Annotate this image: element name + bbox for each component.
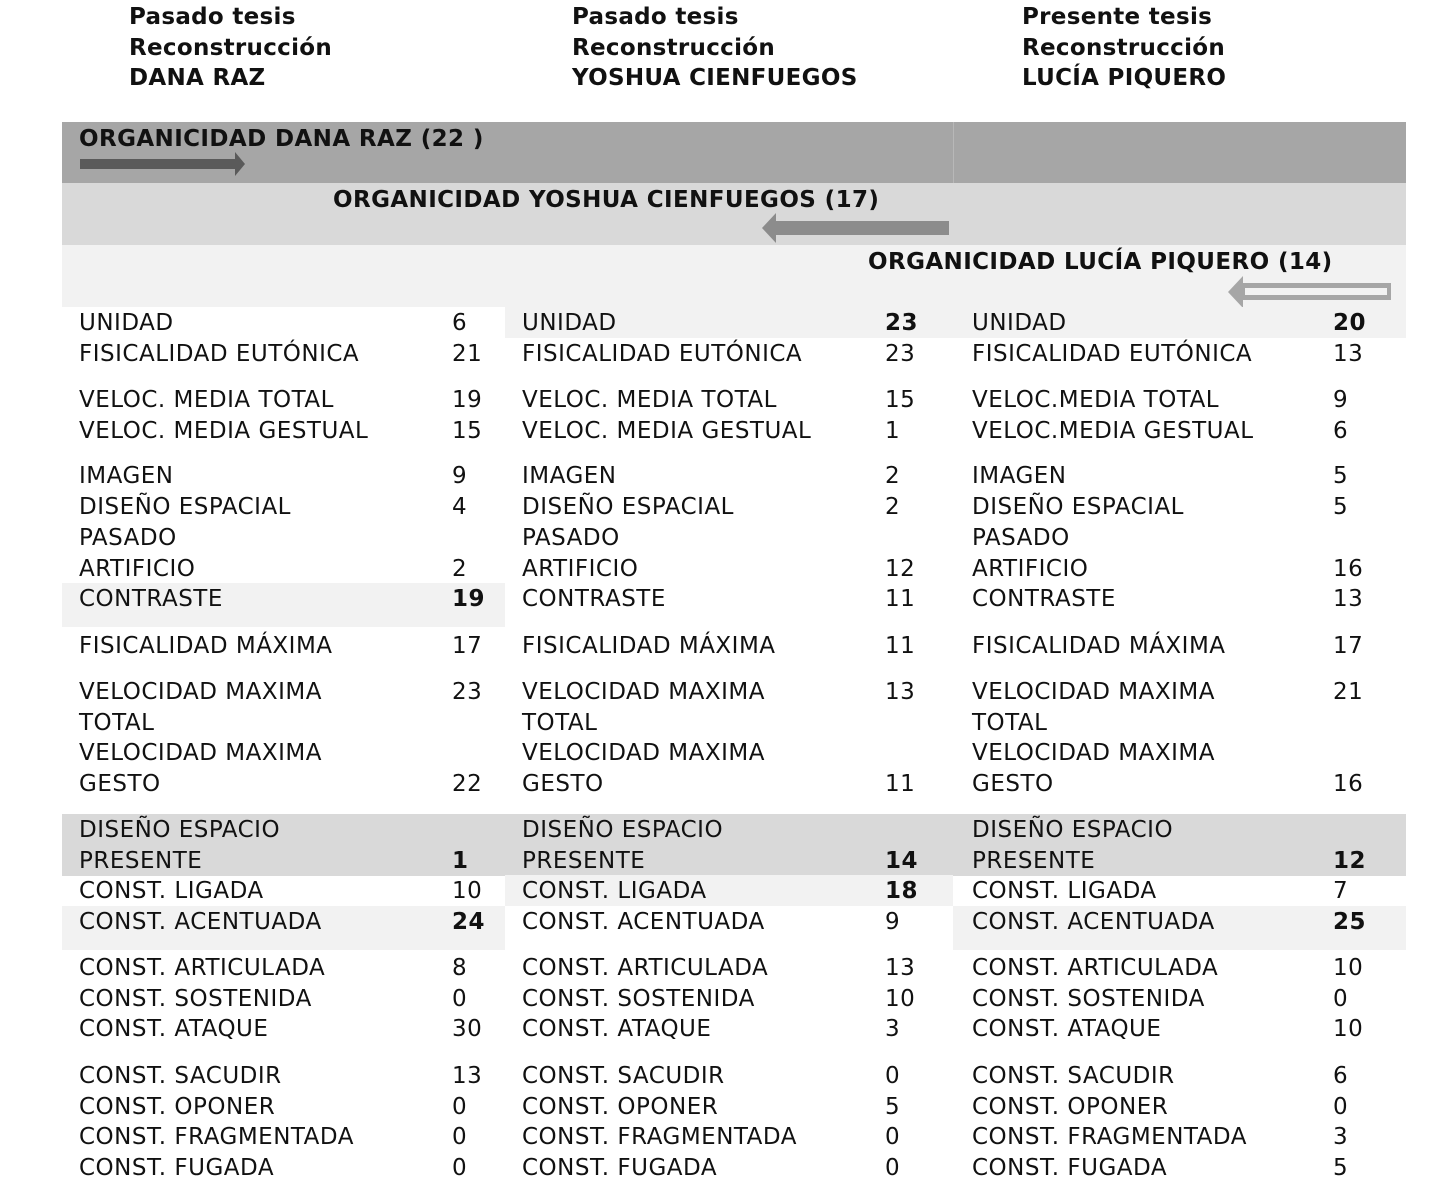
header-line-1: Presente tesis [1022,4,1213,30]
row-value: 10 [1333,1016,1364,1042]
row-value: 1 [452,848,469,874]
row-label: CONST. FRAGMENTADA [522,1124,797,1150]
row-label: UNIDAD [522,310,617,336]
row-label: CONST. FUGADA [79,1155,275,1181]
row-value: 13 [1333,341,1364,367]
row-label: CONST. FRAGMENTADA [79,1124,354,1150]
row-value: 0 [452,1155,468,1181]
row-label: VELOCIDAD MAXIMA [972,740,1215,766]
row-label: FISICALIDAD MÁXIMA [79,633,333,659]
row-label: UNIDAD [79,310,174,336]
row-value: 1 [885,418,901,444]
row-value: 4 [452,494,468,520]
row-label: CONST. SACUDIR [79,1063,282,1089]
row-label: FISICALIDAD MÁXIMA [522,633,776,659]
row-label: CONST. OPONER [522,1094,719,1120]
row-label: DISEÑO ESPACIO [522,817,724,843]
row-value: 24 [452,909,486,935]
row-value: 5 [1333,463,1349,489]
row-label: DISEÑO ESPACIAL [972,494,1184,520]
row-label: CONST. SACUDIR [972,1063,1175,1089]
row-value: 18 [885,878,919,904]
row-label: CONST. FRAGMENTADA [972,1124,1247,1150]
row-label: VELOCIDAD MAXIMA [79,679,322,705]
row-label: CONST. SOSTENIDA [79,986,312,1012]
row-label: PASADO [79,525,177,551]
row-value: 8 [452,955,468,981]
header-line-1: Pasado tesis [129,4,296,30]
row-label: CONST. ARTICULADA [522,955,769,981]
row-value: 11 [885,633,916,659]
row-label: GESTO [79,771,161,797]
row-label: GESTO [522,771,604,797]
row-label: CONST. ARTICULADA [972,955,1219,981]
row-label: DISEÑO ESPACIO [972,817,1174,843]
header-line-2: Reconstrucción [1022,34,1226,61]
row-value: 7 [1333,878,1349,904]
row-label: PASADO [522,525,620,551]
row-label: CONST. SOSTENIDA [522,986,755,1012]
row-value: 0 [452,1094,468,1120]
header-line-3: LUCÍA PIQUERO [1022,65,1227,91]
row-value: 0 [885,1155,901,1181]
row-value: 6 [1333,418,1349,444]
row-value: 9 [885,909,901,935]
row-label: CONST. ACENTUADA [522,909,765,935]
row-label: VELOCIDAD MAXIMA [522,740,765,766]
row-value: 30 [452,1016,483,1042]
row-label: TOTAL [79,710,155,736]
row-value: 13 [1333,586,1364,612]
row-label: IMAGEN [522,463,617,489]
row-label: CONST. FUGADA [522,1155,718,1181]
row-value: 25 [1333,909,1367,935]
row-label: CONTRASTE [522,586,666,612]
row-value: 2 [885,463,901,489]
row-label: ARTIFICIO [522,556,639,582]
row-value: 13 [885,955,916,981]
row-label: CONST. ACENTUADA [972,909,1215,935]
header-line-2: Reconstrucción [572,34,776,61]
column-header-dana-raz [129,2,332,94]
row-value: 9 [452,463,468,489]
row-label: IMAGEN [972,463,1067,489]
row-label: CONST. LIGADA [522,878,707,904]
row-label: TOTAL [972,710,1048,736]
row-label: CONST. SACUDIR [522,1063,725,1089]
row-value: 13 [885,679,916,705]
row-label: CONTRASTE [972,586,1116,612]
row-label: VELOC. MEDIA GESTUAL [522,418,812,444]
row-value: 12 [885,556,916,582]
row-label: VELOC.MEDIA GESTUAL [972,418,1254,444]
row-value: 19 [452,387,483,413]
row-label: DISEÑO ESPACIAL [79,494,291,520]
row-label: VELOC. MEDIA TOTAL [522,387,777,413]
row-label: CONST. ATAQUE [79,1016,269,1042]
row-value: 6 [452,310,468,336]
row-value: 19 [452,586,486,612]
row-value: 6 [1333,1063,1349,1089]
row-value: 10 [885,986,916,1012]
row-value: 21 [1333,679,1364,705]
row-label: FISICALIDAD EUTÓNICA [972,341,1253,367]
row-value: 0 [1333,986,1349,1012]
organicity-yoshua-label: ORGANICIDAD YOSHUA CIENFUEGOS (17) [333,187,880,213]
row-label: VELOC. MEDIA TOTAL [79,387,334,413]
row-label: FISICALIDAD EUTÓNICA [522,341,803,367]
row-value: 3 [885,1016,901,1042]
header-line-3: YOSHUA CIENFUEGOS [572,65,858,91]
row-value: 0 [885,1124,901,1150]
row-value: 9 [1333,387,1349,413]
row-value: 5 [1333,494,1349,520]
row-label: TOTAL [522,710,598,736]
column-header-yoshua-cienfuegos [572,2,858,94]
header-line-3: DANA RAZ [129,65,266,91]
row-label: VELOCIDAD MAXIMA [522,679,765,705]
row-value: 12 [1333,848,1367,874]
row-label: PASADO [972,525,1070,551]
row-label: PRESENTE [79,848,203,874]
row-label: IMAGEN [79,463,174,489]
row-label: CONST. SOSTENIDA [972,986,1205,1012]
left-arrow-outline-icon [1227,275,1393,309]
header-line-1: Pasado tesis [572,4,739,30]
row-value: 10 [1333,955,1364,981]
row-value: 21 [452,341,483,367]
column-header-lucia-piquero [1022,2,1226,94]
row-value: 0 [885,1063,901,1089]
row-label: ARTIFICIO [79,556,196,582]
row-value: 23 [885,310,919,336]
row-label: VELOCIDAD MAXIMA [79,740,322,766]
band-divider [953,122,954,183]
row-value: 0 [1333,1094,1349,1120]
row-value: 20 [1333,310,1367,336]
row-value: 14 [885,848,919,874]
row-value: 0 [452,986,468,1012]
row-value: 5 [1333,1155,1349,1181]
row-value: 13 [452,1063,483,1089]
row-label: CONST. LIGADA [79,878,264,904]
row-label: CONST. ACENTUADA [79,909,322,935]
row-label: FISICALIDAD MÁXIMA [972,633,1226,659]
left-arrow-icon [762,212,950,244]
organicity-dana-label: ORGANICIDAD DANA RAZ (22 ) [79,126,484,152]
organicity-lucia-label: ORGANICIDAD LUCÍA PIQUERO (14) [868,249,1333,275]
row-label: CONST. OPONER [972,1094,1169,1120]
row-value: 16 [1333,556,1364,582]
row-value: 15 [885,387,916,413]
row-value: 2 [452,556,468,582]
row-label: CONST. FUGADA [972,1155,1168,1181]
row-value: 2 [885,494,901,520]
row-label: VELOC. MEDIA GESTUAL [79,418,369,444]
row-label: FISICALIDAD EUTÓNICA [79,341,360,367]
row-label: DISEÑO ESPACIAL [522,494,734,520]
row-label: CONST. ARTICULADA [79,955,326,981]
row-label: VELOCIDAD MAXIMA [972,679,1215,705]
row-label: VELOC.MEDIA TOTAL [972,387,1220,413]
right-arrow-icon [80,150,246,178]
row-value: 11 [885,586,916,612]
row-label: CONST. LIGADA [972,878,1157,904]
row-value: 11 [885,771,916,797]
row-value: 10 [452,878,483,904]
row-value: 5 [885,1094,901,1120]
row-label: PRESENTE [522,848,646,874]
row-label: ARTIFICIO [972,556,1089,582]
row-label: CONTRASTE [79,586,223,612]
row-label: PRESENTE [972,848,1096,874]
row-value: 17 [452,633,483,659]
row-label: UNIDAD [972,310,1067,336]
row-value: 16 [1333,771,1364,797]
row-value: 23 [452,679,483,705]
row-label: GESTO [972,771,1054,797]
header-line-2: Reconstrucción [129,34,333,61]
row-value: 0 [452,1124,468,1150]
row-label: DISEÑO ESPACIO [79,817,281,843]
row-value: 23 [885,341,916,367]
row-value: 22 [452,771,483,797]
row-label: CONST. ATAQUE [972,1016,1162,1042]
row-label: CONST. ATAQUE [522,1016,712,1042]
row-value: 17 [1333,633,1364,659]
row-value: 3 [1333,1124,1349,1150]
row-label: CONST. OPONER [79,1094,276,1120]
row-value: 15 [452,418,483,444]
